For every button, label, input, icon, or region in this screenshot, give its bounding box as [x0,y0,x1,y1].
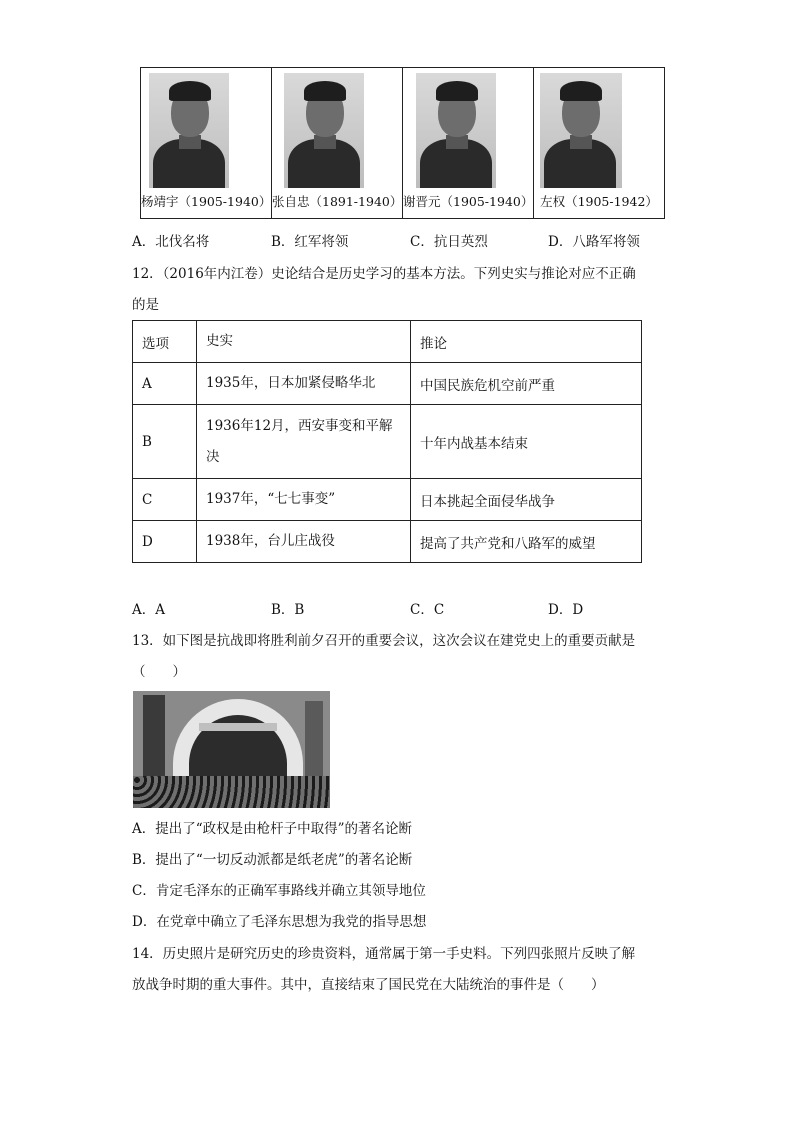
header-option: 选项 [133,321,197,363]
row-inference: 提高了共产党和八路军的威望 [411,521,642,563]
q13-option-a[interactable]: A．提出了“政权是由枪杆子中取得”的著名论断 [132,821,413,837]
table-row [133,479,642,521]
table-header-row [133,321,642,363]
row-fact [197,405,411,479]
q12-stem: 12．（2016年内江卷）史论结合是历史学习的基本方法。下列史实与推论对应不正确 [132,266,636,282]
row-fact-line: 决 [206,448,220,465]
table-row [133,363,642,405]
row-inference: 日本挑起全面侵华战争 [411,479,642,521]
portrait-caption: 左权（1905-1942） [540,194,658,209]
portrait-cell [534,68,664,218]
q13-option-d[interactable]: D．在党章中确立了毛泽东思想为我党的指导思想 [132,914,427,930]
row-inference: 十年内战基本结束 [411,405,642,479]
portrait-cell [403,68,534,218]
portrait-photo [149,73,229,188]
row-option: D [133,521,197,563]
portrait-photo [540,73,622,188]
row-fact: 1937年，“七七事变” [197,479,411,521]
portrait-caption: 谢晋元（1905-1940） [403,194,534,209]
header-fact: 史实 [197,321,411,363]
meeting-photo [133,691,330,808]
q12-table [132,320,642,563]
portrait-cell [141,68,272,218]
portrait-table [140,67,665,219]
row-fact-line: 1936年12月，西安事变和平解 [206,417,393,434]
row-fact: 1938年，台儿庄战役 [197,521,411,563]
q14-stem-cont: 放战争时期的重大事件。其中，直接结束了国民党在大陆统治的事件是（ ） [132,977,605,993]
q14-stem: 14．历史照片是研究历史的珍贵资料，通常属于第一手史料。下列四张照片反映了解 [132,946,636,962]
row-option: A [133,363,197,405]
q12-option-d[interactable]: D．D [548,602,584,618]
q11-option-b[interactable]: B．红军将领 [271,234,349,250]
q12-option-c[interactable]: C．C [410,602,445,618]
q11-option-c[interactable]: C．抗日英烈 [410,234,488,250]
row-fact: 1935年，日本加紧侵略华北 [197,363,411,405]
row-inference: 中国民族危机空前严重 [411,363,642,405]
q12-option-a[interactable]: A．A [132,602,165,618]
q13-stem: 13．如下图是抗战即将胜利前夕召开的重要会议，这次会议在建党史上的重要贡献是 [132,633,636,649]
portrait-caption: 张自忠（1891-1940） [272,194,403,209]
q12-stem-cont: 的是 [132,297,159,313]
row-option: B [133,405,197,479]
portrait-photo [416,73,496,188]
portrait-caption: 杨靖宇（1905-1940） [141,194,272,209]
q13-option-b[interactable]: B．提出了“一切反动派都是纸老虎”的著名论断 [132,852,413,868]
header-inference: 推论 [411,321,642,363]
table-row [133,521,642,563]
q12-option-b[interactable]: B．B [271,602,305,618]
q13-stem-cont: （ ） [132,664,186,680]
row-option: C [133,479,197,521]
q11-option-d[interactable]: D．八路军将领 [548,234,640,250]
q13-option-c[interactable]: C．肯定毛泽东的正确军事路线并确立其领导地位 [132,883,426,899]
table-row [133,405,642,479]
portrait-cell [272,68,403,218]
portrait-photo [284,73,364,188]
q11-option-a[interactable]: A．北伐名将 [132,234,210,250]
